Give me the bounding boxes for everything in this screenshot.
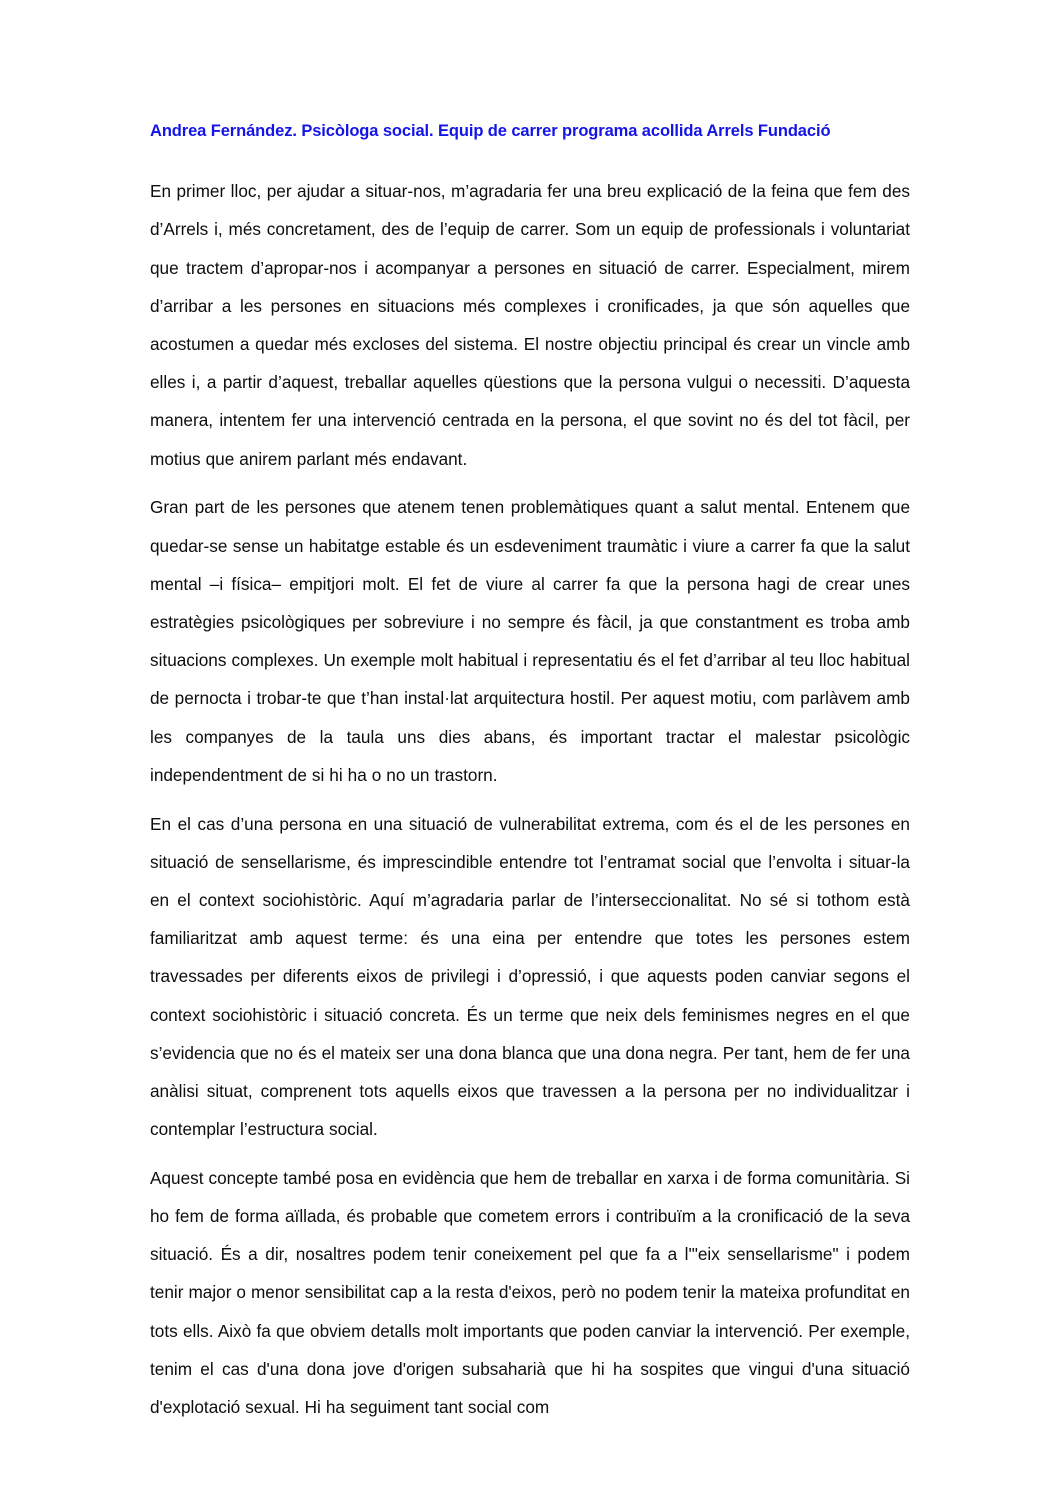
page-title: Andrea Fernández. Psicòloga social. Equip de carrer programa acollida Arrels Fundació bbox=[150, 122, 831, 140]
paragraph-3: En el cas d’una persona en una situació de vulnerabilitat extrema, com és el de les persones en situació de sensellarisme, és imprescindible entendre tot l’entramat social que l’envolta i situar-la en el context sociohistòric. Aquí m’agradaria parlar de l’interseccionalitat. No sé si tothom està familiaritzat amb aquest terme: és una eina per entendre que totes les persones estem travessades per diferents eixos de privilegi i d’opressió, i que aquests poden canviar segons el context sociohistòric i situació concreta. És un terme que neix dels feminismes negres en el que s’evidencia que no és el mateix ser una dona blanca que una dona negra. Per tant, hem de fer una anàlisi situat, comprenent tots aquells eixos que travessen a la persona per no individualitzar i contemplar l’estructura social. bbox=[150, 813, 910, 1140]
paragraph-1: En primer lloc, per ajudar a situar-nos, m’agradaria fer una breu explicació de la feina que fem des d’Arrels i, més concretament, des de l’equip de carrer. Som un equip de professionals i voluntariat que tractem d’apropar-nos i acompanyar a persones en situació de carrer. Especialment, mirem d’arribar a les persones en situacions més complexes i cronificades, ja que són aquelles que acostumen a quedar més excloses del sistema. El nostre objectiu principal és crear un vincle amb elles i, a partir d’aquest, treballar aquelles qüestions que la persona vulgui o necessiti. D’aquesta manera, intentem fer una intervenció centrada en la persona, el que sovint no és del tot fàcil, per motius que anirem parlant més endavant. bbox=[150, 181, 910, 469]
document-body bbox=[150, 120, 910, 1426]
paragraph-4: Aquest concepte també posa en evidència que hem de treballar en xarxa i de forma comunitària. Si ho fem de forma aïllada, és probable que cometem errors i contribuïm a la cronificació de la seva situació. És a dir, nosaltres podem tenir coneixement pel que fa a l'"eix sensellarisme" i podem tenir major o menor sensibilitat cap a la resta d'eixos, però no podem tenir la mateixa profunditat en tots ells. Això fa que obviem detalls molt importants que poden canviar la intervenció. Per exemple, tenim el cas d'una dona jove d'origen subsaharià que hi ha sospites que vingui d'una situació d'explotació sexual. Hi ha seguiment tant social com bbox=[150, 1167, 910, 1418]
paragraph-2: Gran part de les persones que atenem tenen problemàtiques quant a salut mental. Entenem que quedar-se sense un habitatge estable és un esdeveniment traumàtic i viure a carrer fa que la salut mental –i física– empitjori molt. El fet de viure al carrer fa que la persona hagi de crear unes estratègies psicològiques per sobreviure i no sempre és fàcil, ja que constantment es troba amb situacions complexes. Un exemple molt habitual i representatiu és el fet d’arribar al teu lloc habitual de pernocta i trobar-te que t’han instal·lat arquitectura hostil. Per aquest motiu, com parlàvem amb les companyes de la taula uns dies abans, és important tractar el malestar psicològic independentment de si hi ha o no un trastorn. bbox=[150, 497, 910, 785]
